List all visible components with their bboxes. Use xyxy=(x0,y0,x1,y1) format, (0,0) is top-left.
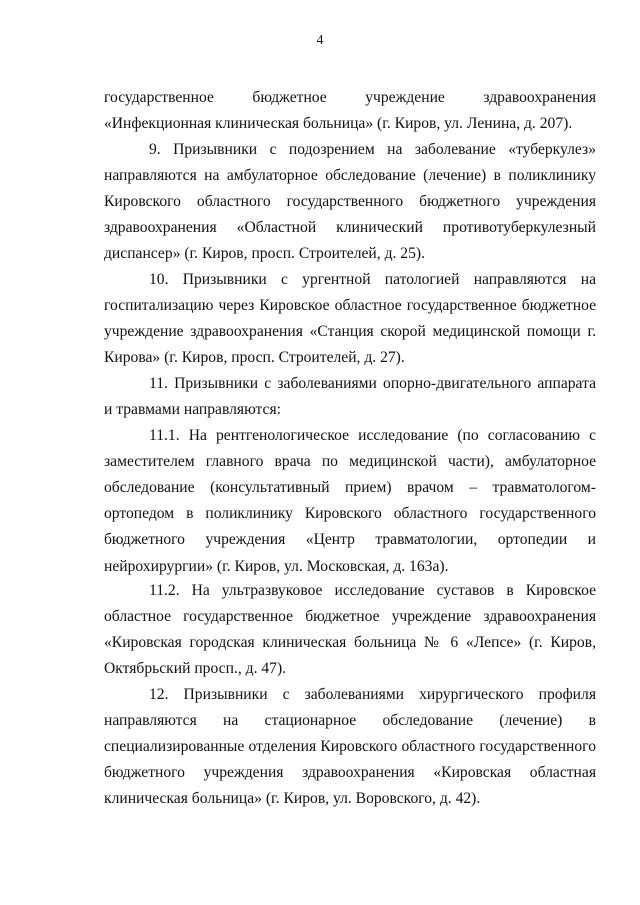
paragraph-9-tuberculosis: 9. Призывники с подозрением на заболевание «туберкулез» направляются на амбулаторное обследование (лечение) в поликлинику Кировского областного государственного бюджетного учреждения здравоохранения «Областной клинический противотуберкулезный диспансер» (г. Киров, просп. Строителей, д. 25). xyxy=(104,140,596,263)
page-number: 4 xyxy=(316,33,324,48)
paragraph-10-urgent: 10. Призывники с ургентной патологией направляются на госпитализацию через Кировское областное государственное бюджетное учреждение здравоохранения «Станция скорой медицинской помощи г. Кирова» (г. Киров, просп. Строителей, д. 27). xyxy=(104,270,596,367)
paragraph-11-2-ultrasound: 11.2. На ультразвуковое исследование суставов в Кировское областное государственное бюджетное учреждение здравоохранения «Кировская городская клиническая больница № 6 «Лепсе» (г. Киров, Октябрьский просп., д. 47). xyxy=(104,581,596,678)
paragraph-11-1-xray: 11.1. На рентгенологическое исследование (по согласованию с заместителем главного врача по медицинской части), амбулаторное обследование (консультативный прием) врачом – травматологом-ортопедом в поликлинику Кировского областного государственного бюджетного учреждения «Центр травматологии, ортопедии и нейрохирургии» (г. Киров, ул. Московская, д. 163а). xyxy=(104,426,596,575)
paragraph-hospital-continuation: государственное бюджетное учреждение здравоохранения «Инфекционная клиническая больница» (г. Киров, ул. Ленина, д. 207). xyxy=(104,88,596,132)
paragraph-11-musculoskeletal: 11. Призывники с заболеваниями опорно-двигательного аппарата и травмами направляются: xyxy=(104,374,596,418)
paragraph-12-surgical: 12. Призывники с заболеваниями хирургического профиля направляются на стационарное обследование (лечение) в специализированные отделения Кировского областного государственного бюджетного учреждения здравоохранения «Кировская областная клиническая больница» (г. Киров, ул. Воровского, д. 42). xyxy=(104,685,596,808)
